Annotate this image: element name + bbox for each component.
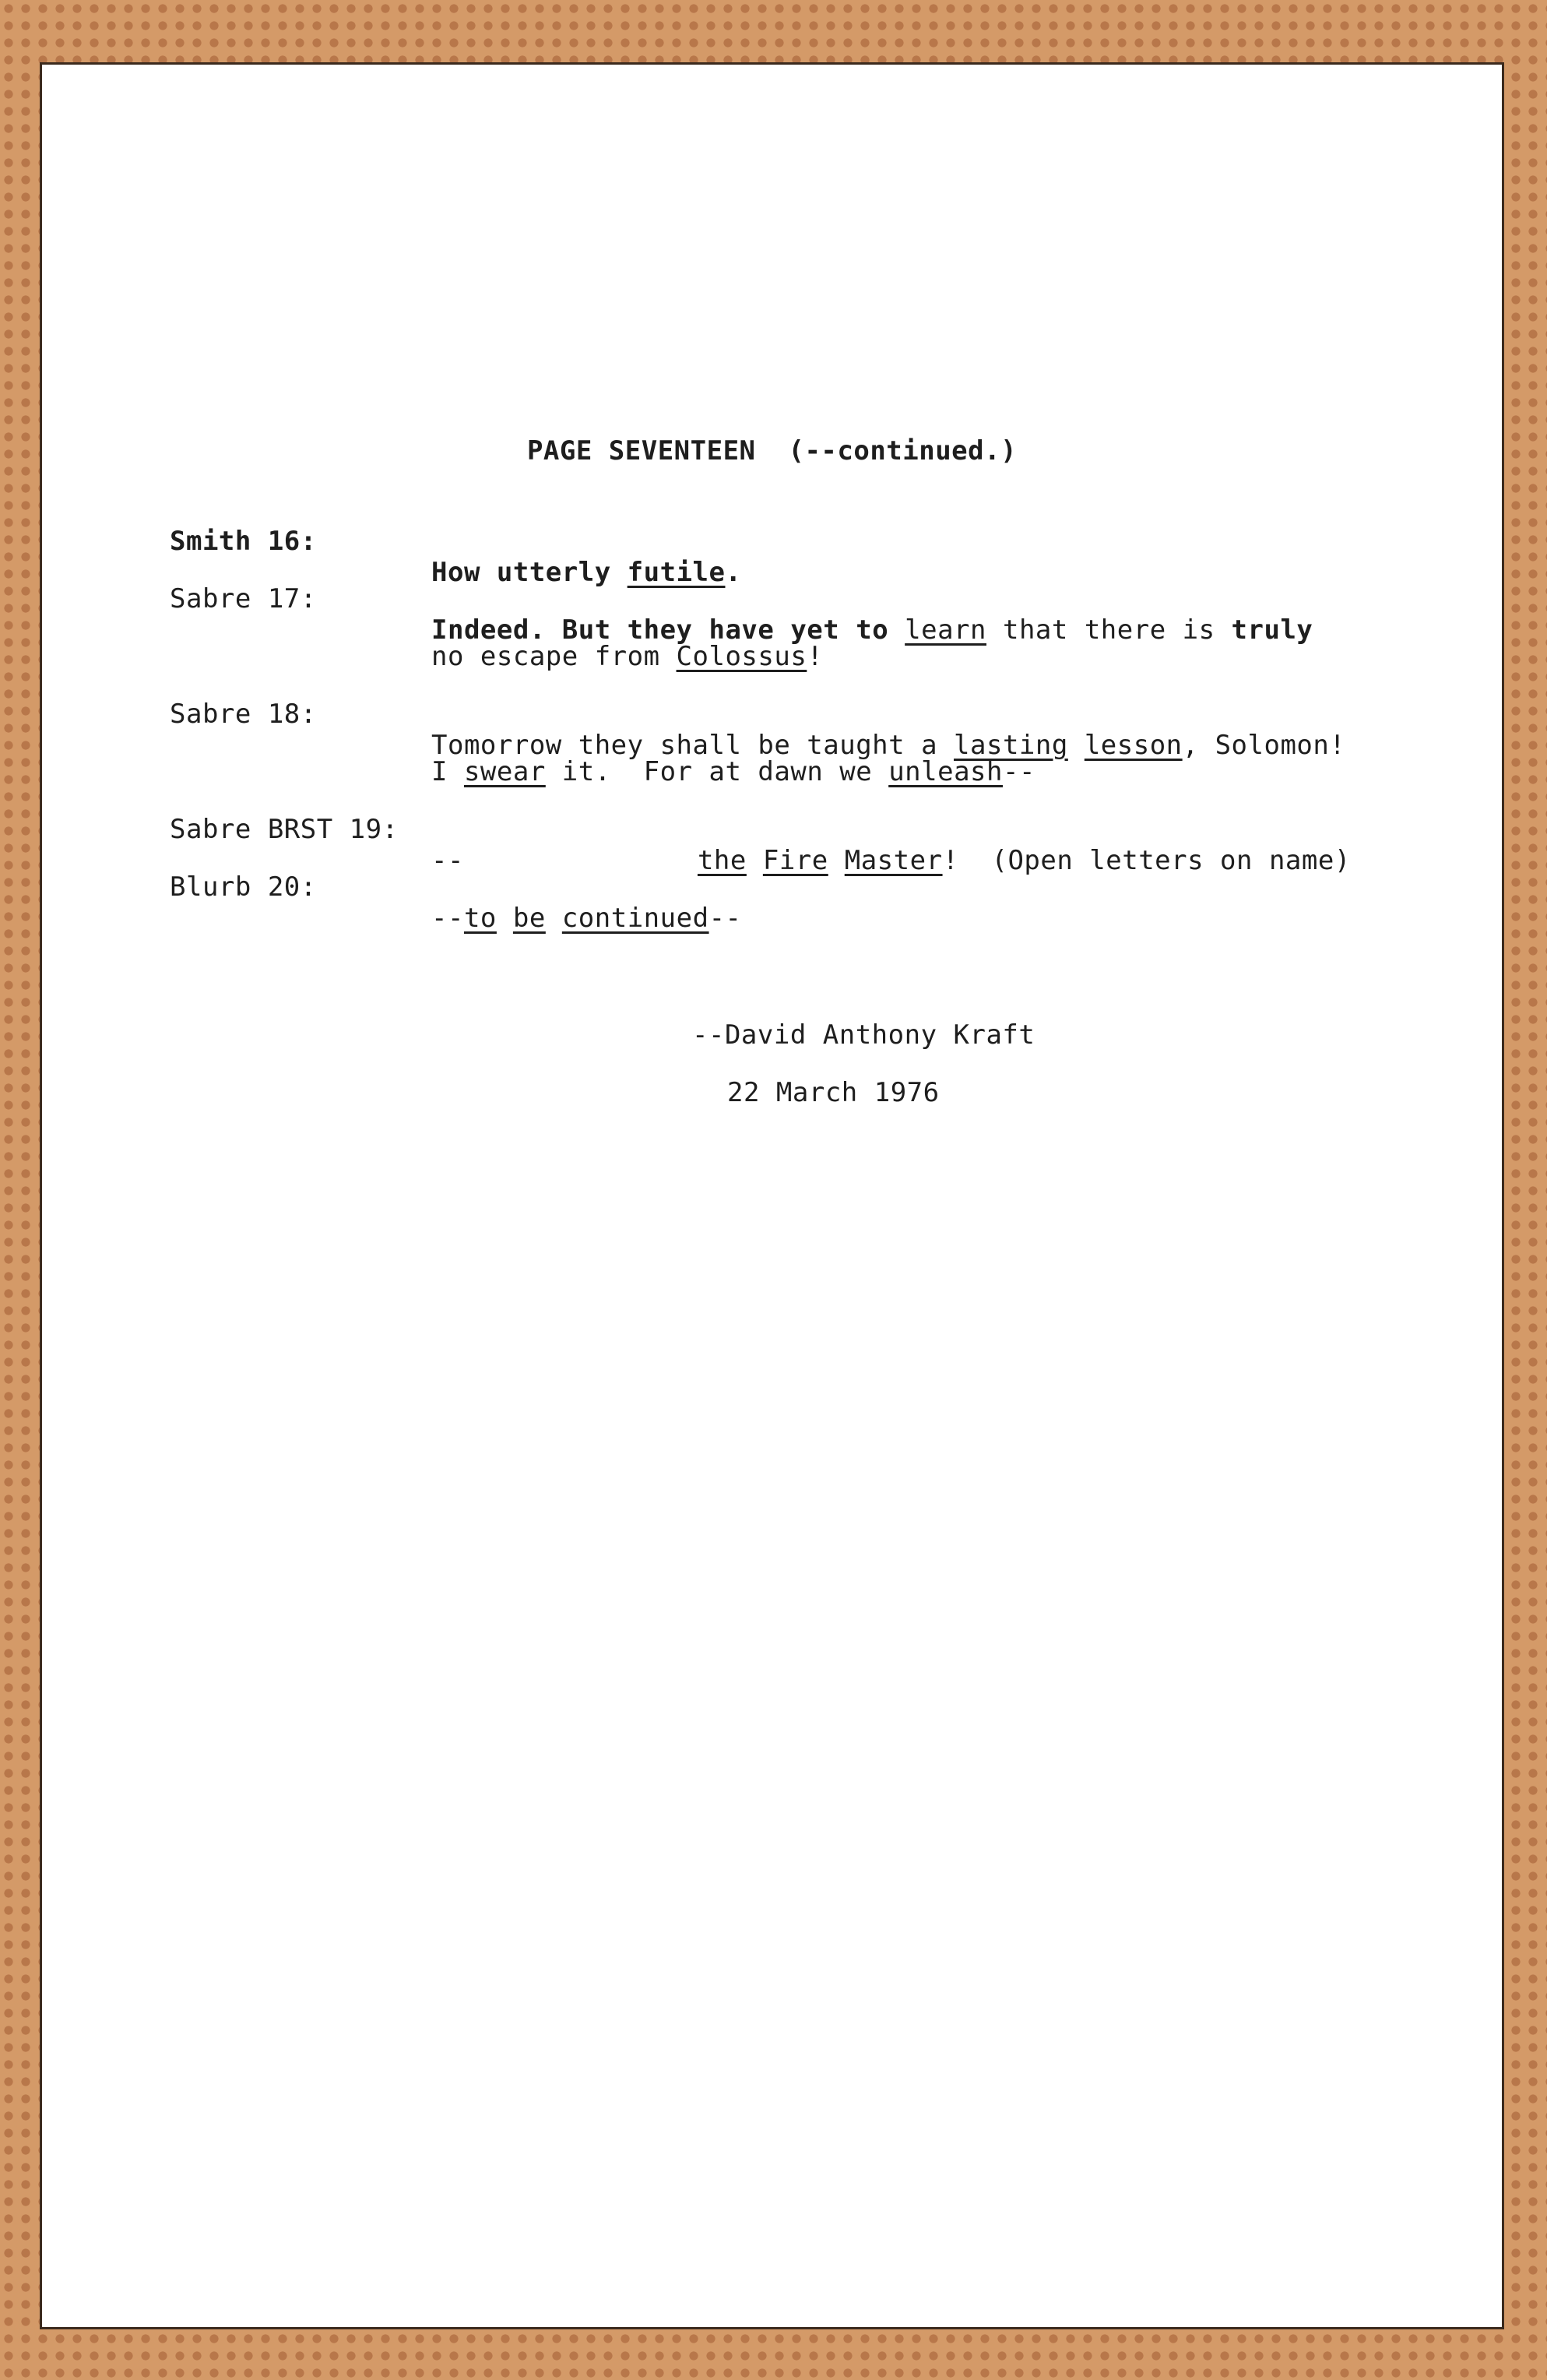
script-row-blurb-20	[42, 840, 1502, 934]
script-row-smith-16	[42, 495, 1502, 588]
dialogue-text: --	[431, 845, 464, 876]
script-row-sabre-18	[42, 667, 1502, 761]
dialogue-text	[497, 903, 513, 934]
underlined-word: learn	[905, 614, 986, 646]
signature-author: --David Anthony Kraft	[692, 1019, 1035, 1051]
underlined-word: to	[463, 903, 497, 934]
dialogue-text: truly	[1231, 614, 1313, 646]
speaker-label: Sabre BRST 19:	[170, 814, 399, 845]
dialogue-text: I	[431, 756, 464, 787]
speaker-label: Blurb 20:	[170, 871, 317, 903]
dialogue-text: .	[725, 557, 742, 588]
dialogue-text	[546, 903, 562, 934]
page-heading-continued: (--continued.)	[788, 435, 1018, 466]
underlined-word: the	[697, 845, 747, 876]
underlined-word: Fire	[762, 845, 828, 876]
dialogue-text: Tomorrow they shall be taught a	[431, 730, 955, 761]
script-row-sabre-17	[42, 552, 1502, 646]
dialogue-text: --	[431, 903, 464, 934]
underlined-word: swear	[463, 756, 546, 787]
typed-script-page	[40, 62, 1504, 2329]
underlined-word: Colossus	[676, 641, 807, 672]
dialogue-text: , Solomon!	[1182, 730, 1346, 761]
dialogue-text: utterly	[496, 557, 628, 588]
speaker-label: Sabre 18:	[170, 699, 317, 730]
underlined-word: Master	[844, 845, 943, 876]
underlined-word: futile	[627, 557, 726, 588]
script-row-sabre-18-cont	[42, 725, 1502, 787]
underlined-word: be	[512, 903, 546, 934]
underlined-word: continued	[561, 903, 709, 934]
dialogue-text: How	[431, 557, 497, 588]
dialogue-line	[431, 903, 742, 934]
underlined-word: lesson	[1084, 730, 1183, 761]
dialogue-text: Indeed.	[431, 614, 562, 646]
dialogue-text: ! (Open letters on name)	[942, 845, 1351, 876]
page-heading	[42, 435, 1502, 466]
dialogue-text: But they have yet to	[561, 614, 905, 646]
dialogue-text: that there is	[986, 614, 1232, 646]
page-heading-title: PAGE SEVENTEEN	[526, 435, 756, 466]
signature-date: 22 March 1976	[727, 1077, 940, 1108]
dialogue-text: --	[1002, 756, 1035, 787]
script-row-sabre-17-cont	[42, 610, 1502, 672]
dialogue-text: it. For at dawn we	[545, 756, 889, 787]
script-row-sabre-19	[42, 783, 1502, 876]
dialogue-text: !	[807, 641, 824, 672]
speaker-label: Sabre 17:	[170, 583, 317, 614]
dialogue-text: --	[708, 903, 742, 934]
dialogue-text: no escape from	[431, 641, 677, 672]
underlined-word: lasting	[954, 730, 1068, 761]
speaker-label: Smith 16:	[170, 526, 317, 557]
underlined-word: unleash	[888, 756, 1003, 787]
